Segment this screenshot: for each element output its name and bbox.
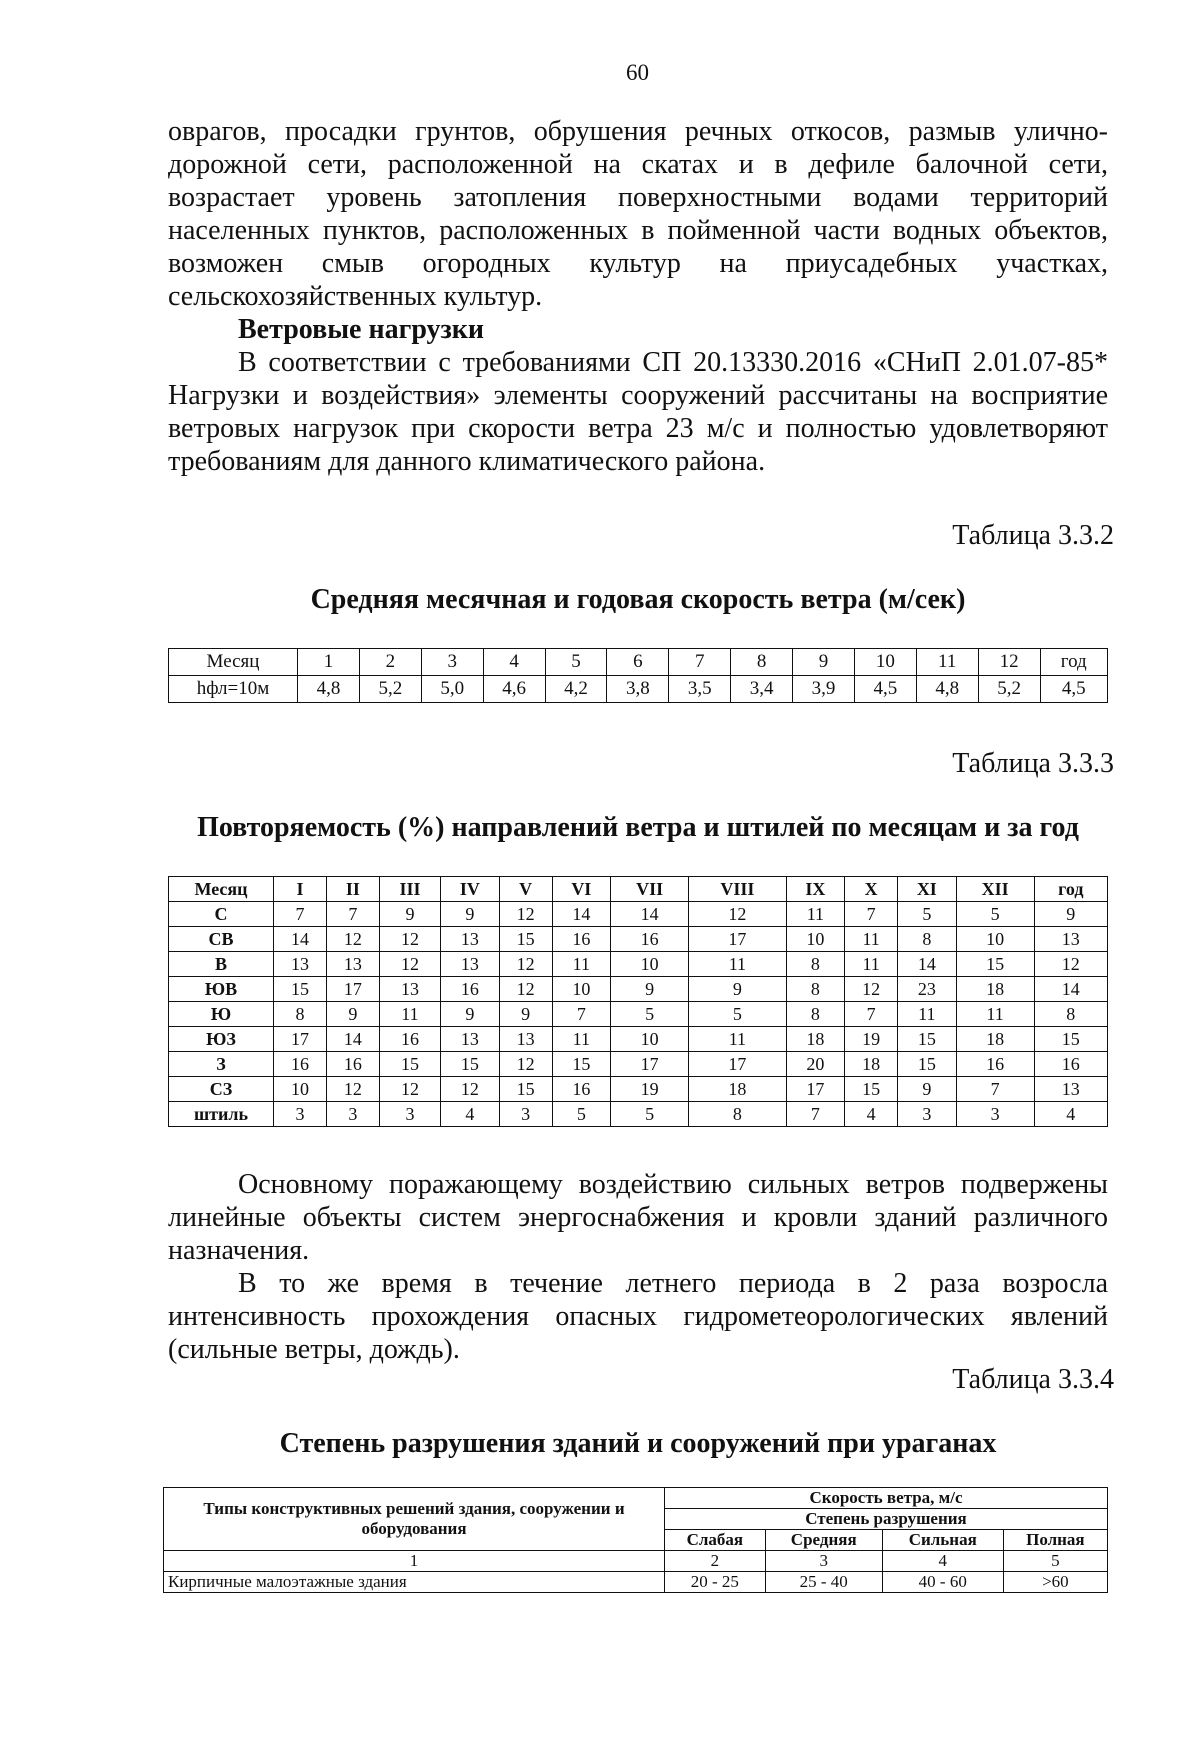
- table-cell: 8: [786, 977, 845, 1002]
- table-header-row: [169, 877, 1108, 902]
- table-cell: 8: [898, 927, 957, 952]
- table-cell: 7: [274, 902, 327, 927]
- table-header-cell: V: [499, 877, 552, 902]
- table-cell: 15: [1034, 1027, 1107, 1052]
- table-cell: 16: [552, 927, 611, 952]
- text-section-1: [168, 115, 1108, 478]
- table-cell: 16: [956, 1052, 1034, 1077]
- table-cell: 3: [379, 1102, 440, 1127]
- table-cell: 7: [956, 1077, 1034, 1102]
- table-cell: 8: [731, 649, 793, 676]
- table-cell: 17: [786, 1077, 845, 1102]
- table-cell: штиль: [169, 1102, 274, 1127]
- table-header-cell: Полная: [1003, 1530, 1107, 1551]
- table-cell: 18: [956, 977, 1034, 1002]
- table-header-cell: VI: [552, 877, 611, 902]
- table-cell: 7: [845, 1002, 898, 1027]
- table-cell: 16: [379, 1027, 440, 1052]
- table-cell: 5,2: [978, 676, 1040, 703]
- table-cell: 4,6: [483, 676, 545, 703]
- table-row: [169, 952, 1108, 977]
- table-cell: 15: [845, 1077, 898, 1102]
- table-cell: 3,5: [669, 676, 731, 703]
- table-cell: СВ: [169, 927, 274, 952]
- table-cell: 20: [786, 1052, 845, 1077]
- table-header-cell: Скорость ветра, м/с: [665, 1488, 1108, 1509]
- paragraph-strong-winds: Основному поражающему воздействию сильных ветров подвержены линейные объекты систем энергоснабжения и кровли зданий различного назначения.: [168, 1169, 1108, 1266]
- table-cell: 3,4: [731, 676, 793, 703]
- table-cell: 4,8: [916, 676, 978, 703]
- table-cell: 17: [689, 927, 787, 952]
- table-cell: 12: [978, 649, 1040, 676]
- table-cell: 12: [689, 902, 787, 927]
- table-row: [169, 1027, 1108, 1052]
- table-cell: 12: [379, 1077, 440, 1102]
- table-332-title: Средняя месячная и годовая скорость ветра (м/сек): [310, 584, 966, 615]
- table-cell: 8: [1034, 1002, 1107, 1027]
- table-header-cell: Слабая: [665, 1530, 766, 1551]
- table-cell: 14: [552, 902, 611, 927]
- table-cell: 16: [441, 977, 500, 1002]
- table-header-cell: IV: [441, 877, 500, 902]
- table-cell: 2: [359, 649, 421, 676]
- table-cell: 13: [326, 952, 379, 977]
- table-cell: 14: [611, 902, 689, 927]
- table-cell: 15: [552, 1052, 611, 1077]
- table-header-row: [169, 649, 1108, 676]
- table-cell: 17: [689, 1052, 787, 1077]
- table-cell: 7: [669, 649, 731, 676]
- table-cell: 11: [552, 1027, 611, 1052]
- table-cell: 10: [274, 1077, 327, 1102]
- table-cell: 25 - 40: [765, 1572, 882, 1593]
- table-cell: 11: [786, 902, 845, 927]
- table-cell: 15: [499, 1077, 552, 1102]
- table-cell: 19: [845, 1027, 898, 1052]
- table-cell: С: [169, 902, 274, 927]
- table-row: [169, 676, 1108, 703]
- table-cell: 4,5: [1040, 676, 1108, 703]
- table-cell: 9: [326, 1002, 379, 1027]
- table-cell: 4: [882, 1551, 1003, 1572]
- table-cell: 7: [786, 1102, 845, 1127]
- table-cell: 11: [379, 1002, 440, 1027]
- table-row: [169, 927, 1108, 952]
- table-header-cell: XI: [898, 877, 957, 902]
- table-cell: 19: [611, 1077, 689, 1102]
- table-cell: 14: [898, 952, 957, 977]
- table-cell: 15: [956, 952, 1034, 977]
- table-cell: 23: [898, 977, 957, 1002]
- table-cell: 3: [956, 1102, 1034, 1127]
- table-cell: 7: [845, 902, 898, 927]
- table-cell: 9: [441, 902, 500, 927]
- table-cell: 12: [499, 977, 552, 1002]
- table-cell: 10: [611, 952, 689, 977]
- table-cell: 13: [379, 977, 440, 1002]
- table-cell: 5,2: [359, 676, 421, 703]
- table-cell: 15: [274, 977, 327, 1002]
- table-cell: 5: [898, 902, 957, 927]
- table-cell: 10: [854, 649, 916, 676]
- table-header-cell: I: [274, 877, 327, 902]
- table-333-title: Повторяемость (%) направлений ветра и штилей по месяцам и за год: [197, 812, 1079, 843]
- table-cell: 13: [441, 952, 500, 977]
- table-cell: 8: [786, 1002, 845, 1027]
- table-cell: 3: [326, 1102, 379, 1127]
- table-cell: 12: [326, 1077, 379, 1102]
- table-cell: 12: [499, 1052, 552, 1077]
- table-cell: hфл=10м: [169, 676, 298, 703]
- table-cell: 18: [956, 1027, 1034, 1052]
- table-header-row: [164, 1488, 1108, 1509]
- table-cell: 4: [845, 1102, 898, 1127]
- table-cell: 13: [499, 1027, 552, 1052]
- table-cell: 4,8: [298, 676, 360, 703]
- table-row: [169, 902, 1108, 927]
- table-334-title: Степень разрушения зданий и сооружений при ураганах: [279, 1428, 997, 1459]
- table-cell: З: [169, 1052, 274, 1077]
- table-cell: 16: [611, 927, 689, 952]
- table-cell: 10: [611, 1027, 689, 1052]
- table-cell: СЗ: [169, 1077, 274, 1102]
- table-cell: 10: [786, 927, 845, 952]
- table-cell: 3,9: [793, 676, 855, 703]
- table-cell: Месяц: [169, 649, 298, 676]
- table-cell: 13: [441, 927, 500, 952]
- table-cell: Кирпичные малоэтажные здания: [164, 1572, 665, 1593]
- table-cell: 11: [845, 952, 898, 977]
- table-cell: 11: [916, 649, 978, 676]
- table-header-cell: Месяц: [169, 877, 274, 902]
- table-cell: 16: [552, 1077, 611, 1102]
- table-header-cell: год: [1034, 877, 1107, 902]
- table-cell: 3,8: [607, 676, 669, 703]
- table-333-caption: Таблица 3.3.3: [952, 748, 1114, 779]
- page-number: 60: [626, 60, 649, 85]
- table-cell: >60: [1003, 1572, 1107, 1593]
- table-cell: 12: [499, 952, 552, 977]
- table-cell: 13: [1034, 927, 1107, 952]
- table-cell: 15: [379, 1052, 440, 1077]
- table-header-cell: Степень разрушения: [665, 1509, 1108, 1530]
- paragraph-ravines: оврагов, просадки грунтов, обрушения речных откосов, размыв улично-дорожной сети, расположенной на скатах и в дефиле балочной сети, возрастает уровень затопления поверхностными водами территорий населенных пунктов, расположенных в пойменной части водных объектов, возможен смыв огородных культур на приусадебных участках, сельскохозяйственных культур.: [168, 116, 1108, 312]
- table-cell: 20 - 25: [665, 1572, 766, 1593]
- table-cell: 15: [898, 1052, 957, 1077]
- table-cell: 7: [326, 902, 379, 927]
- table-cell: 13: [441, 1027, 500, 1052]
- table-cell: 9: [689, 977, 787, 1002]
- table-cell: 18: [845, 1052, 898, 1077]
- table-cell: 11: [552, 952, 611, 977]
- table-cell: 10: [956, 927, 1034, 952]
- table-row: [164, 1551, 1108, 1572]
- table-cell: 9: [793, 649, 855, 676]
- table-cell: 3: [499, 1102, 552, 1127]
- table-row: [169, 1002, 1108, 1027]
- table-cell: 11: [956, 1002, 1034, 1027]
- table-cell: 5: [611, 1102, 689, 1127]
- wind-direction-table-body: [169, 902, 1108, 1127]
- table-cell: 12: [499, 902, 552, 927]
- table-cell: 9: [611, 977, 689, 1002]
- table-cell: 3: [898, 1102, 957, 1127]
- table-cell: 16: [326, 1052, 379, 1077]
- table-cell: 1: [164, 1551, 665, 1572]
- table-cell: 5: [545, 649, 607, 676]
- table-cell: 6: [607, 649, 669, 676]
- table-header-cell: XII: [956, 877, 1034, 902]
- table-cell: 4: [483, 649, 545, 676]
- table-header-cell: Типы конструктивных решений здания, сооружении и оборудования: [164, 1488, 665, 1551]
- table-header-cell: Сильная: [882, 1530, 1003, 1551]
- table-cell: 10: [552, 977, 611, 1002]
- table-cell: 15: [898, 1027, 957, 1052]
- table-cell: 18: [786, 1027, 845, 1052]
- text-section-2: [168, 1168, 1108, 1366]
- table-cell: 3: [421, 649, 483, 676]
- table-cell: 9: [499, 1002, 552, 1027]
- table-cell: 8: [786, 952, 845, 977]
- table-header-cell: II: [326, 877, 379, 902]
- table-row: [169, 1052, 1108, 1077]
- table-cell: 14: [1034, 977, 1107, 1002]
- table-cell: 12: [845, 977, 898, 1002]
- wind-direction-table: [168, 876, 1108, 1127]
- table-cell: 5,0: [421, 676, 483, 703]
- table-cell: 18: [689, 1077, 787, 1102]
- table-cell: 5: [1003, 1551, 1107, 1572]
- destruction-degree-table: [163, 1487, 1108, 1593]
- table-cell: 11: [845, 927, 898, 952]
- table-cell: 15: [441, 1052, 500, 1077]
- table-header-cell: VIII: [689, 877, 787, 902]
- table-cell: год: [1040, 649, 1108, 676]
- table-cell: Ю: [169, 1002, 274, 1027]
- table-cell: 12: [379, 952, 440, 977]
- table-header-cell: VII: [611, 877, 689, 902]
- table-cell: 5: [611, 1002, 689, 1027]
- table-cell: 9: [1034, 902, 1107, 927]
- table-cell: 5: [552, 1102, 611, 1127]
- table-cell: 16: [1034, 1052, 1107, 1077]
- table-cell: 14: [326, 1027, 379, 1052]
- table-cell: 16: [274, 1052, 327, 1077]
- table-cell: 3: [274, 1102, 327, 1127]
- table-cell: 12: [441, 1077, 500, 1102]
- table-cell: 11: [689, 1027, 787, 1052]
- table-332-caption: Таблица 3.3.2: [952, 520, 1114, 551]
- table-cell: 4: [441, 1102, 500, 1127]
- table-cell: 9: [379, 902, 440, 927]
- table-cell: 8: [689, 1102, 787, 1127]
- table-cell: 17: [326, 977, 379, 1002]
- wind-speed-table: [168, 648, 1108, 703]
- table-cell: 17: [611, 1052, 689, 1077]
- table-cell: ЮЗ: [169, 1027, 274, 1052]
- heading-wind-loads: Ветровые нагрузки: [238, 314, 485, 345]
- table-cell: 12: [1034, 952, 1107, 977]
- table-cell: 4: [1034, 1102, 1107, 1127]
- table-header-cell: X: [845, 877, 898, 902]
- table-cell: 12: [379, 927, 440, 952]
- table-header-cell: Средняя: [765, 1530, 882, 1551]
- table-row: [169, 977, 1108, 1002]
- table-cell: 11: [898, 1002, 957, 1027]
- table-cell: 13: [274, 952, 327, 977]
- table-cell: 1: [298, 649, 360, 676]
- table-cell: 15: [499, 927, 552, 952]
- table-cell: 2: [665, 1551, 766, 1572]
- table-334-caption: Таблица 3.3.4: [952, 1364, 1114, 1395]
- paragraph-wind-loads: В соответствии с требованиями СП 20.13330.2016 «СНиП 2.01.07-85* Нагрузки и воздействия» элементы сооружений рассчитаны на восприятие ветровых нагрузок при скорости ветра 23 м/с и полностью удовлетворяют требованиям для данного климатического района.: [168, 347, 1108, 477]
- table-cell: 14: [274, 927, 327, 952]
- table-row: [169, 1077, 1108, 1102]
- table-cell: 4,5: [854, 676, 916, 703]
- table-header-cell: IX: [786, 877, 845, 902]
- table-cell: 3: [765, 1551, 882, 1572]
- table-cell: 17: [274, 1027, 327, 1052]
- table-row: [169, 1102, 1108, 1127]
- table-cell: В: [169, 952, 274, 977]
- table-cell: 8: [274, 1002, 327, 1027]
- table-cell: 5: [956, 902, 1034, 927]
- table-cell: 9: [441, 1002, 500, 1027]
- table-cell: 11: [689, 952, 787, 977]
- paragraph-summer-period: В то же время в течение летнего периода в 2 раза возросла интенсивность прохождения опасных гидрометеорологических явлений (сильные ветры, дождь).: [168, 1268, 1108, 1365]
- table-cell: 9: [898, 1077, 957, 1102]
- table-cell: 7: [552, 1002, 611, 1027]
- table-header-cell: III: [379, 877, 440, 902]
- table-cell: ЮВ: [169, 977, 274, 1002]
- table-cell: 4,2: [545, 676, 607, 703]
- table-row: [164, 1572, 1108, 1593]
- table-cell: 12: [326, 927, 379, 952]
- table-cell: 13: [1034, 1077, 1107, 1102]
- table-cell: 5: [689, 1002, 787, 1027]
- table-cell: 40 - 60: [882, 1572, 1003, 1593]
